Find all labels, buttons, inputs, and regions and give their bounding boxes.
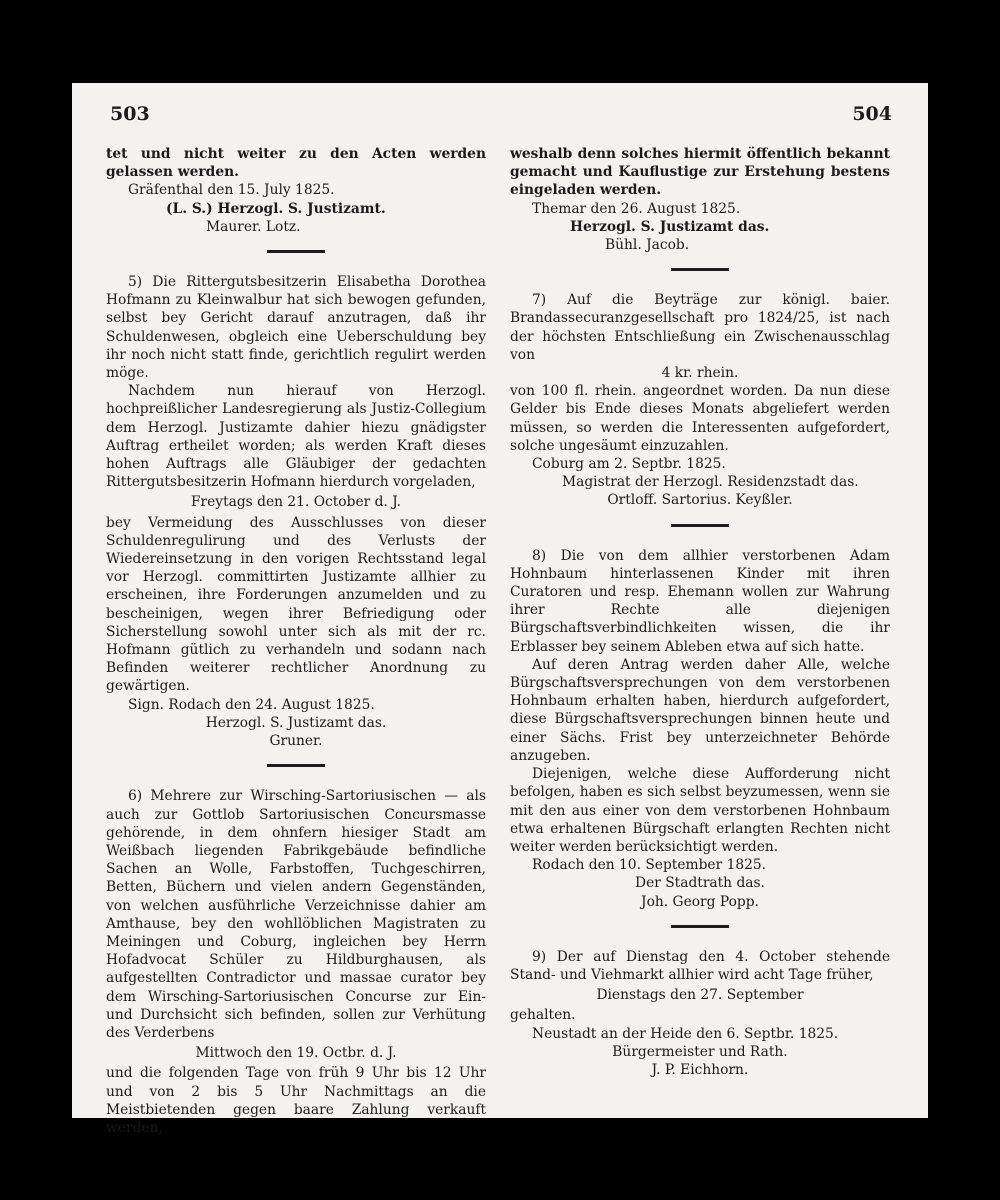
notice-9-para-2: gehalten. bbox=[510, 1007, 576, 1024]
right-carry-signature-2: Bühl. Jacob. bbox=[605, 237, 690, 254]
right-column bbox=[510, 145, 890, 1079]
right-carry-text: weshalb denn solches hiermit öffentlich bekannt gemacht und Kauflustige zur Erstehung bestens eingeladen werden. bbox=[510, 146, 890, 199]
section-divider bbox=[671, 268, 729, 271]
notice-8-place-date: Rodach den 10. September 1825. bbox=[532, 857, 767, 874]
section-divider bbox=[671, 524, 729, 527]
notice-7-para-2: von 100 fl. rhein. angeordnet worden. Da nun diese Gelder bis Ende dieses Monats abgeliefert werden müssen, so werden die Interessenten aufgefordert, solche ungesäumt einzuzahlen. bbox=[510, 383, 890, 454]
notice-7-signature-1: Magistrat der Herzogl. Residenzstadt das. bbox=[562, 474, 859, 491]
notice-8-para-3: Diejenigen, welche diese Aufforderung nicht befolgen, haben es sich selbst beyzumessen, wenn sie mit den aus einer von dem verstorbenen Hohnbaum etwa erhaltenen Bürgschaft erlangten Rechten nicht weiter werden berücksichtigt werden. bbox=[510, 766, 890, 855]
notice-7-place-date: Coburg am 2. Septbr. 1825. bbox=[532, 456, 726, 473]
page-number-right: 504 bbox=[852, 103, 892, 125]
book-page-spread bbox=[72, 83, 928, 1136]
left-carry-text: tet und nicht weiter zu den Acten werden gelassen werden. bbox=[106, 146, 486, 181]
notice-9-para-1: 9) Der auf Dienstag den 4. October stehende Stand- und Viehmarkt allhier wird acht Tage früher, bbox=[510, 948, 890, 983]
notice-5-para-2: Nachdem nun hierauf von Herzogl. hochpreißlicher Landesregierung als Justiz-Collegium dem Herzogl. Justizamte dahier hiezu gnädigster Auftrag ertheilet worden; als werden Kraft dieses hohen Auftrags alle Gläubiger der gedachten Rittergutsbesitzerin Hofmann hierdurch vorgeladen, bbox=[106, 383, 486, 491]
notice-9-place-date: Neustadt an der Heide den 6. Septbr. 1825. bbox=[532, 1025, 839, 1042]
notice-6-date: Mittwoch den 19. Octbr. d. J. bbox=[195, 1045, 397, 1062]
notice-9-signature-2: J. P. Eichhorn. bbox=[651, 1061, 749, 1078]
section-divider bbox=[267, 250, 325, 253]
notice-9-signature-1: Bürgermeister und Rath. bbox=[612, 1043, 788, 1060]
notice-7-signature-2: Ortloff. Sartorius. Keyßler. bbox=[607, 492, 793, 509]
left-column bbox=[106, 145, 486, 1137]
notice-5-para-3: bey Vermeidung des Ausschlusses von dieser Schuldenregulirung und des Verlusts der Wiedereinsetzung in den vorigen Rechtsstand legal vor Herzogl. committirten Justizamte allhier zu erscheinen, ihre Forderungen anzumelden und zu bescheinigen, wegen ihrer Befriedigung oder Sicherstellung sowohl unter sich als mit der rc. Hofmann gütlich zu verhandeln und sodann nach Befinden weiterer rechtlicher Anordnung zu gewärtigen. bbox=[106, 514, 486, 695]
notice-5-signature-1: Herzogl. S. Justizamt das. bbox=[205, 714, 387, 731]
left-carry-place-date: Gräfenthal den 15. July 1825. bbox=[128, 182, 335, 199]
right-carry-signature-1: Herzogl. S. Justizamt das. bbox=[570, 218, 770, 235]
notice-5-place-date: Sign. Rodach den 24. August 1825. bbox=[128, 696, 375, 713]
notice-6-para-2: und die folgenden Tage von früh 9 Uhr bis 12 Uhr und von 2 bis 5 Uhr Nachmittags an die Meistbietenden gegen baare Zahlung verkauft werden, bbox=[106, 1065, 486, 1136]
section-divider bbox=[267, 764, 325, 767]
section-divider bbox=[671, 925, 729, 928]
notice-5-date: Freytags den 21. October d. J. bbox=[190, 494, 402, 511]
notice-5-signature-2: Gruner. bbox=[269, 733, 323, 750]
left-carry-signature-1: (L. S.) Herzogl. S. Justizamt. bbox=[166, 200, 386, 217]
notice-8-signature-1: Der Stadtrath das. bbox=[635, 875, 765, 892]
notice-7-rate: 4 kr. rhein. bbox=[661, 365, 739, 382]
notice-8-para-2: Auf deren Antrag werden daher Alle, welche Bürgschaftsversprechungen von dem verstorbenen Hohnbaum erhalten haben, hierdurch aufgefordert, diese Bürgschaftsversprechungen binnen heute und einer Sächs. Frist bey unterzeichneter Behörde anzugeben. bbox=[510, 656, 890, 764]
page-number-left: 503 bbox=[110, 103, 150, 125]
left-carry-signature-2: Maurer. Lotz. bbox=[206, 218, 301, 235]
notice-5-para-1: 5) Die Rittergutsbesitzerin Elisabetha Dorothea Hofmann zu Kleinwalbur hat sich bewogen gefunden, selbst bey Gericht darauf anzutragen, daß ihr Schuldenwesen, obgleich eine Ueberschuldung bey ihr noch nicht statt finde, gerichtlich regulirt werden möge. bbox=[106, 274, 486, 382]
right-carry-place-date: Themar den 26. August 1825. bbox=[532, 200, 741, 217]
notice-9-date: Dienstags den 27. September bbox=[596, 987, 804, 1004]
notice-7-para-1: 7) Auf die Beyträge zur königl. baier. Brandassecuranzgesellschaft pro 1824/25, ist nach der höchsten Entschließung ein Zwischenausschlag von bbox=[510, 292, 890, 363]
notice-8-para-1: 8) Die von dem allhier verstorbenen Adam Hohnbaum hinterlassenen Kinder mit ihren Curatoren und resp. Ehemann wollen zur Wahrung ihrer Rechte alle diejenigen Bürgschaftsverbindlichkeiten wissen, die ihr Erblasser bey seinem Ableben etwa auf sich hatte. bbox=[510, 547, 890, 655]
notice-8-signature-2: Joh. Georg Popp. bbox=[641, 893, 759, 910]
notice-6-para-1: 6) Mehrere zur Wirsching-Sartoriusischen — als auch zur Gottlob Sartoriusischen Concursmasse gehörende, in dem ohnfern hiesiger Stadt am Weißbach liegenden Fabrikgebäude befindliche Sachen an Wolle, Farbstoffen, Tuchgeschirren, Betten, Büchern und vielen andern Gegenständen, von welchen ausführliche Verzeichnisse dahier am Amthause, bey den wohllöblichen Magistraten zu Meiningen und Coburg, ingleichen bey Herrn Hofadvocat Schüler zu Hildburghausen, als aufgestellten Contradictor und massae curator bey dem Wirsching-Sartoriusischen Concurse zur Ein- und Durchsicht sich befinden, sollen zur Verhütung des Verderbens bbox=[106, 788, 486, 1041]
